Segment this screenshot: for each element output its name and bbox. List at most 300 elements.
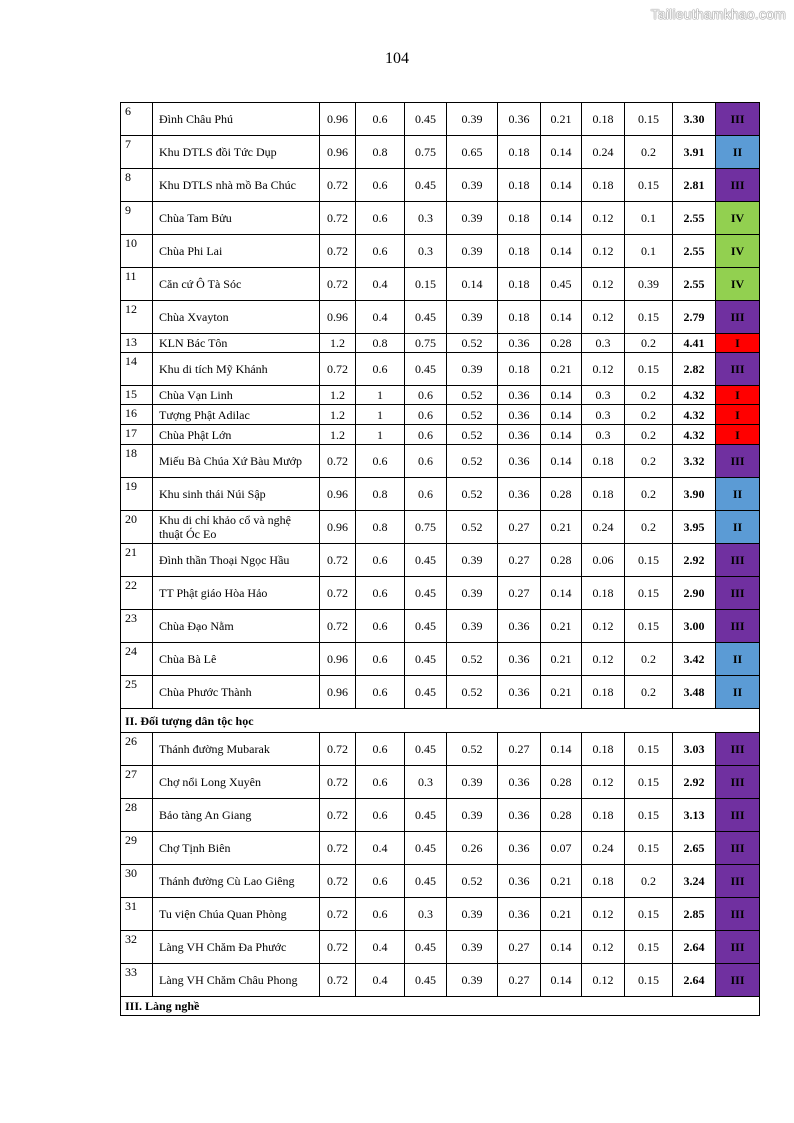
score-value: 0.52 [447, 643, 498, 676]
row-number: 6 [121, 103, 153, 136]
score-value: 0.45 [405, 103, 447, 136]
total-score: 4.32 [673, 405, 716, 425]
score-value: 0.14 [541, 405, 582, 425]
score-value: 0.18 [498, 268, 541, 301]
weight-value: 0.96 [320, 301, 356, 334]
score-value: 0.12 [582, 643, 625, 676]
score-value: 0.52 [447, 334, 498, 353]
total-score: 2.90 [673, 577, 716, 610]
score-value: 0.39 [447, 610, 498, 643]
row-number: 21 [121, 544, 153, 577]
score-value: 0.18 [498, 169, 541, 202]
score-value: 0.45 [405, 964, 447, 997]
row-number: 27 [121, 766, 153, 799]
score-value: 0.3 [405, 235, 447, 268]
score-value: 0.18 [582, 577, 625, 610]
weight-value: 0.72 [320, 577, 356, 610]
row-number: 19 [121, 478, 153, 511]
site-name: Chùa Phước Thành [153, 676, 320, 709]
weight-value: 0.72 [320, 235, 356, 268]
score-value: 0.24 [582, 136, 625, 169]
score-value: 0.14 [541, 733, 582, 766]
score-value: 0.36 [498, 405, 541, 425]
row-number: 23 [121, 610, 153, 643]
site-name: Làng VH Chăm Châu Phong [153, 964, 320, 997]
score-value: 0.75 [405, 511, 447, 544]
score-value: 0.2 [625, 405, 673, 425]
score-value: 0.65 [447, 136, 498, 169]
class-badge: II [716, 643, 760, 676]
score-value: 0.45 [405, 577, 447, 610]
site-name: Khu di chỉ khảo cổ và nghệ thuật Óc Eo [153, 511, 320, 544]
weight-value: 0.72 [320, 169, 356, 202]
site-name: Căn cứ Ô Tà Sóc [153, 268, 320, 301]
class-badge: III [716, 610, 760, 643]
total-score: 2.81 [673, 169, 716, 202]
table-row [121, 931, 760, 964]
score-value: 0.14 [541, 386, 582, 405]
score-value: 0.45 [405, 931, 447, 964]
weight-value: 0.72 [320, 610, 356, 643]
total-score: 2.65 [673, 832, 716, 865]
score-value: 0.3 [405, 898, 447, 931]
table-row [121, 425, 760, 445]
score-value: 0.4 [356, 964, 405, 997]
score-value: 0.12 [582, 202, 625, 235]
weight-value: 1.2 [320, 386, 356, 405]
site-name: Đình thần Thoại Ngọc Hầu [153, 544, 320, 577]
score-value: 0.15 [625, 544, 673, 577]
score-value: 0.39 [447, 799, 498, 832]
table-row [121, 445, 760, 478]
score-value: 0.39 [447, 169, 498, 202]
total-score: 2.92 [673, 544, 716, 577]
score-value: 0.15 [625, 103, 673, 136]
score-value: 0.15 [625, 169, 673, 202]
score-value: 0.36 [498, 425, 541, 445]
score-value: 0.36 [498, 643, 541, 676]
score-value: 0.14 [541, 235, 582, 268]
score-value: 0.15 [625, 931, 673, 964]
table-row [121, 169, 760, 202]
row-number: 11 [121, 268, 153, 301]
score-value: 0.2 [625, 676, 673, 709]
score-value: 0.52 [447, 405, 498, 425]
score-value: 0.21 [541, 353, 582, 386]
table-row [121, 478, 760, 511]
score-value: 0.14 [541, 445, 582, 478]
site-name: KLN Bác Tôn [153, 334, 320, 353]
score-value: 0.6 [405, 425, 447, 445]
section-row [121, 997, 760, 1016]
weight-value: 0.72 [320, 865, 356, 898]
score-value: 0.18 [498, 353, 541, 386]
site-name: Thánh đường Mubarak [153, 733, 320, 766]
score-value: 0.52 [447, 733, 498, 766]
score-value: 0.6 [356, 643, 405, 676]
total-score: 2.92 [673, 766, 716, 799]
table-row [121, 301, 760, 334]
table-row [121, 733, 760, 766]
score-value: 0.39 [447, 301, 498, 334]
site-name: Chùa Tam Bửu [153, 202, 320, 235]
score-value: 0.12 [582, 301, 625, 334]
score-value: 0.39 [447, 235, 498, 268]
score-value: 0.52 [447, 425, 498, 445]
score-value: 0.2 [625, 865, 673, 898]
weight-value: 0.72 [320, 445, 356, 478]
score-value: 0.2 [625, 445, 673, 478]
weight-value: 0.72 [320, 268, 356, 301]
class-badge: II [716, 676, 760, 709]
site-name: TT Phật giáo Hòa Hảo [153, 577, 320, 610]
score-value: 0.12 [582, 235, 625, 268]
class-badge: III [716, 733, 760, 766]
row-number: 8 [121, 169, 153, 202]
score-value: 0.3 [405, 766, 447, 799]
site-name: Chùa Phật Lớn [153, 425, 320, 445]
row-number: 24 [121, 643, 153, 676]
page-number: 104 [385, 50, 409, 67]
weight-value: 0.72 [320, 544, 356, 577]
evaluation-table [120, 102, 760, 1016]
score-value: 0.75 [405, 136, 447, 169]
score-value: 0.45 [405, 544, 447, 577]
weight-value: 1.2 [320, 334, 356, 353]
class-badge: III [716, 577, 760, 610]
site-name: Thánh đường Cù Lao Giêng [153, 865, 320, 898]
table-row [121, 202, 760, 235]
class-badge: I [716, 405, 760, 425]
row-number: 16 [121, 405, 153, 425]
class-badge: III [716, 445, 760, 478]
score-value: 0.52 [447, 445, 498, 478]
score-value: 0.18 [582, 103, 625, 136]
score-value: 0.28 [541, 478, 582, 511]
score-value: 0.36 [498, 898, 541, 931]
total-score: 4.32 [673, 386, 716, 405]
total-score: 2.64 [673, 931, 716, 964]
table-row [121, 136, 760, 169]
score-value: 0.15 [625, 799, 673, 832]
score-value: 0.14 [541, 577, 582, 610]
site-name: Tượng Phật Adilac [153, 405, 320, 425]
score-value: 0.21 [541, 511, 582, 544]
score-value: 0.36 [498, 386, 541, 405]
score-value: 0.39 [447, 766, 498, 799]
score-value: 0.6 [356, 577, 405, 610]
score-value: 0.12 [582, 898, 625, 931]
table-row [121, 643, 760, 676]
score-value: 0.2 [625, 478, 673, 511]
score-value: 0.28 [541, 334, 582, 353]
score-value: 0.45 [405, 643, 447, 676]
score-value: 0.15 [625, 898, 673, 931]
score-value: 0.15 [625, 577, 673, 610]
score-value: 0.36 [498, 103, 541, 136]
section-title: III. Làng nghề [121, 997, 760, 1016]
total-score: 3.32 [673, 445, 716, 478]
score-value: 0.18 [582, 445, 625, 478]
score-value: 0.6 [356, 353, 405, 386]
score-value: 0.14 [541, 169, 582, 202]
score-value: 0.4 [356, 832, 405, 865]
total-score: 2.79 [673, 301, 716, 334]
score-value: 0.6 [356, 103, 405, 136]
total-score: 2.55 [673, 235, 716, 268]
weight-value: 0.96 [320, 676, 356, 709]
score-value: 0.28 [541, 766, 582, 799]
score-value: 0.6 [356, 766, 405, 799]
score-value: 0.18 [582, 676, 625, 709]
table-row [121, 544, 760, 577]
weight-value: 0.72 [320, 898, 356, 931]
row-number: 20 [121, 511, 153, 544]
score-value: 0.52 [447, 386, 498, 405]
site-name: Đình Châu Phú [153, 103, 320, 136]
table-row [121, 511, 760, 544]
score-value: 0.6 [356, 235, 405, 268]
score-value: 0.15 [625, 832, 673, 865]
table-row [121, 964, 760, 997]
score-value: 0.39 [447, 544, 498, 577]
site-name: Chợ nổi Long Xuyên [153, 766, 320, 799]
table-row [121, 235, 760, 268]
score-value: 0.2 [625, 334, 673, 353]
total-score: 2.55 [673, 202, 716, 235]
watermark: Tailieuthamkhao.com [650, 6, 786, 22]
weight-value: 0.72 [320, 766, 356, 799]
score-value: 0.14 [541, 202, 582, 235]
score-value: 0.27 [498, 931, 541, 964]
table-row [121, 103, 760, 136]
weight-value: 0.72 [320, 799, 356, 832]
score-value: 0.1 [625, 235, 673, 268]
score-value: 0.45 [541, 268, 582, 301]
score-value: 0.6 [356, 202, 405, 235]
score-value: 0.12 [582, 964, 625, 997]
score-value: 0.36 [498, 334, 541, 353]
table-row [121, 799, 760, 832]
score-value: 0.6 [356, 610, 405, 643]
score-value: 0.75 [405, 334, 447, 353]
score-value: 0.26 [447, 832, 498, 865]
total-score: 3.95 [673, 511, 716, 544]
score-value: 0.39 [447, 353, 498, 386]
weight-value: 0.96 [320, 511, 356, 544]
score-value: 0.14 [541, 964, 582, 997]
score-value: 0.36 [498, 832, 541, 865]
total-score: 3.03 [673, 733, 716, 766]
total-score: 4.32 [673, 425, 716, 445]
score-value: 0.8 [356, 334, 405, 353]
row-number: 10 [121, 235, 153, 268]
class-badge: III [716, 898, 760, 931]
total-score: 2.64 [673, 964, 716, 997]
score-value: 0.14 [541, 931, 582, 964]
class-badge: II [716, 136, 760, 169]
score-value: 1 [356, 386, 405, 405]
score-value: 0.36 [498, 865, 541, 898]
score-value: 0.12 [582, 931, 625, 964]
weight-value: 0.72 [320, 353, 356, 386]
score-value: 0.4 [356, 301, 405, 334]
score-value: 0.18 [582, 478, 625, 511]
score-value: 0.07 [541, 832, 582, 865]
class-badge: III [716, 544, 760, 577]
site-name: Khu DTLS nhà mồ Ba Chúc [153, 169, 320, 202]
weight-value: 0.72 [320, 733, 356, 766]
score-value: 0.3 [582, 405, 625, 425]
score-value: 0.39 [625, 268, 673, 301]
class-badge: I [716, 334, 760, 353]
row-number: 18 [121, 445, 153, 478]
site-name: Chùa Xvayton [153, 301, 320, 334]
total-score: 2.85 [673, 898, 716, 931]
score-value: 0.18 [582, 799, 625, 832]
score-value: 0.52 [447, 676, 498, 709]
row-number: 14 [121, 353, 153, 386]
score-value: 0.12 [582, 268, 625, 301]
score-value: 0.52 [447, 511, 498, 544]
row-number: 12 [121, 301, 153, 334]
score-value: 0.52 [447, 478, 498, 511]
score-value: 0.39 [447, 898, 498, 931]
table-row [121, 405, 760, 425]
score-value: 0.12 [582, 610, 625, 643]
score-value: 0.21 [541, 898, 582, 931]
class-badge: I [716, 386, 760, 405]
row-number: 25 [121, 676, 153, 709]
score-value: 0.4 [356, 268, 405, 301]
score-value: 0.15 [625, 964, 673, 997]
score-value: 0.8 [356, 136, 405, 169]
score-value: 0.21 [541, 103, 582, 136]
table-row [121, 832, 760, 865]
score-value: 0.6 [356, 898, 405, 931]
score-value: 0.45 [405, 733, 447, 766]
site-name: Khu sinh thái Núi Sập [153, 478, 320, 511]
score-value: 1 [356, 405, 405, 425]
score-value: 0.3 [582, 425, 625, 445]
weight-value: 1.2 [320, 425, 356, 445]
total-score: 3.30 [673, 103, 716, 136]
score-value: 0.6 [356, 733, 405, 766]
class-badge: III [716, 301, 760, 334]
weight-value: 0.72 [320, 931, 356, 964]
score-value: 0.15 [625, 353, 673, 386]
class-badge: III [716, 103, 760, 136]
table-row [121, 766, 760, 799]
table-row [121, 898, 760, 931]
score-value: 0.6 [356, 799, 405, 832]
score-value: 0.27 [498, 511, 541, 544]
weight-value: 0.96 [320, 643, 356, 676]
row-number: 29 [121, 832, 153, 865]
score-value: 0.39 [447, 103, 498, 136]
score-value: 0.6 [356, 445, 405, 478]
score-value: 0.18 [582, 865, 625, 898]
row-number: 9 [121, 202, 153, 235]
class-badge: IV [716, 268, 760, 301]
score-value: 0.2 [625, 511, 673, 544]
score-value: 0.06 [582, 544, 625, 577]
site-name: Miếu Bà Chúa Xứ Bàu Mướp [153, 445, 320, 478]
score-value: 0.6 [405, 445, 447, 478]
row-number: 28 [121, 799, 153, 832]
score-value: 0.12 [582, 766, 625, 799]
score-value: 0.2 [625, 425, 673, 445]
row-number: 31 [121, 898, 153, 931]
weight-value: 0.72 [320, 964, 356, 997]
site-name: Chùa Phi Lai [153, 235, 320, 268]
score-value: 0.6 [405, 478, 447, 511]
row-number: 32 [121, 931, 153, 964]
score-value: 0.39 [447, 577, 498, 610]
score-value: 0.28 [541, 799, 582, 832]
row-number: 7 [121, 136, 153, 169]
total-score: 4.41 [673, 334, 716, 353]
score-value: 0.45 [405, 832, 447, 865]
site-name: Khu DTLS đồi Tức Dụp [153, 136, 320, 169]
score-value: 0.21 [541, 676, 582, 709]
site-name: Chùa Vạn Linh [153, 386, 320, 405]
row-number: 13 [121, 334, 153, 353]
total-score: 3.13 [673, 799, 716, 832]
score-value: 0.14 [541, 301, 582, 334]
total-score: 3.24 [673, 865, 716, 898]
weight-value: 0.96 [320, 103, 356, 136]
site-name: Chùa Đạo Nằm [153, 610, 320, 643]
table-body [121, 103, 760, 1016]
score-value: 0.6 [405, 386, 447, 405]
total-score: 2.55 [673, 268, 716, 301]
score-value: 0.15 [625, 733, 673, 766]
score-value: 0.3 [582, 334, 625, 353]
class-badge: III [716, 169, 760, 202]
score-value: 0.6 [356, 169, 405, 202]
score-value: 0.27 [498, 577, 541, 610]
score-value: 0.18 [498, 136, 541, 169]
total-score: 3.42 [673, 643, 716, 676]
total-score: 3.48 [673, 676, 716, 709]
score-value: 0.28 [541, 544, 582, 577]
weight-value: 0.96 [320, 136, 356, 169]
score-value: 0.2 [625, 136, 673, 169]
score-value: 0.18 [582, 733, 625, 766]
class-badge: IV [716, 202, 760, 235]
score-value: 0.12 [582, 353, 625, 386]
class-badge: III [716, 931, 760, 964]
score-value: 0.8 [356, 478, 405, 511]
class-badge: III [716, 353, 760, 386]
score-value: 0.6 [356, 544, 405, 577]
score-value: 0.2 [625, 643, 673, 676]
score-value: 0.27 [498, 733, 541, 766]
score-value: 0.3 [405, 202, 447, 235]
site-name: Chùa Bà Lê [153, 643, 320, 676]
score-value: 0.6 [356, 676, 405, 709]
weight-value: 0.72 [320, 832, 356, 865]
score-value: 0.45 [405, 301, 447, 334]
score-value: 0.21 [541, 643, 582, 676]
total-score: 3.90 [673, 478, 716, 511]
score-value: 0.15 [625, 301, 673, 334]
score-value: 0.4 [356, 931, 405, 964]
score-value: 0.45 [405, 169, 447, 202]
score-value: 0.18 [498, 202, 541, 235]
class-badge: III [716, 964, 760, 997]
